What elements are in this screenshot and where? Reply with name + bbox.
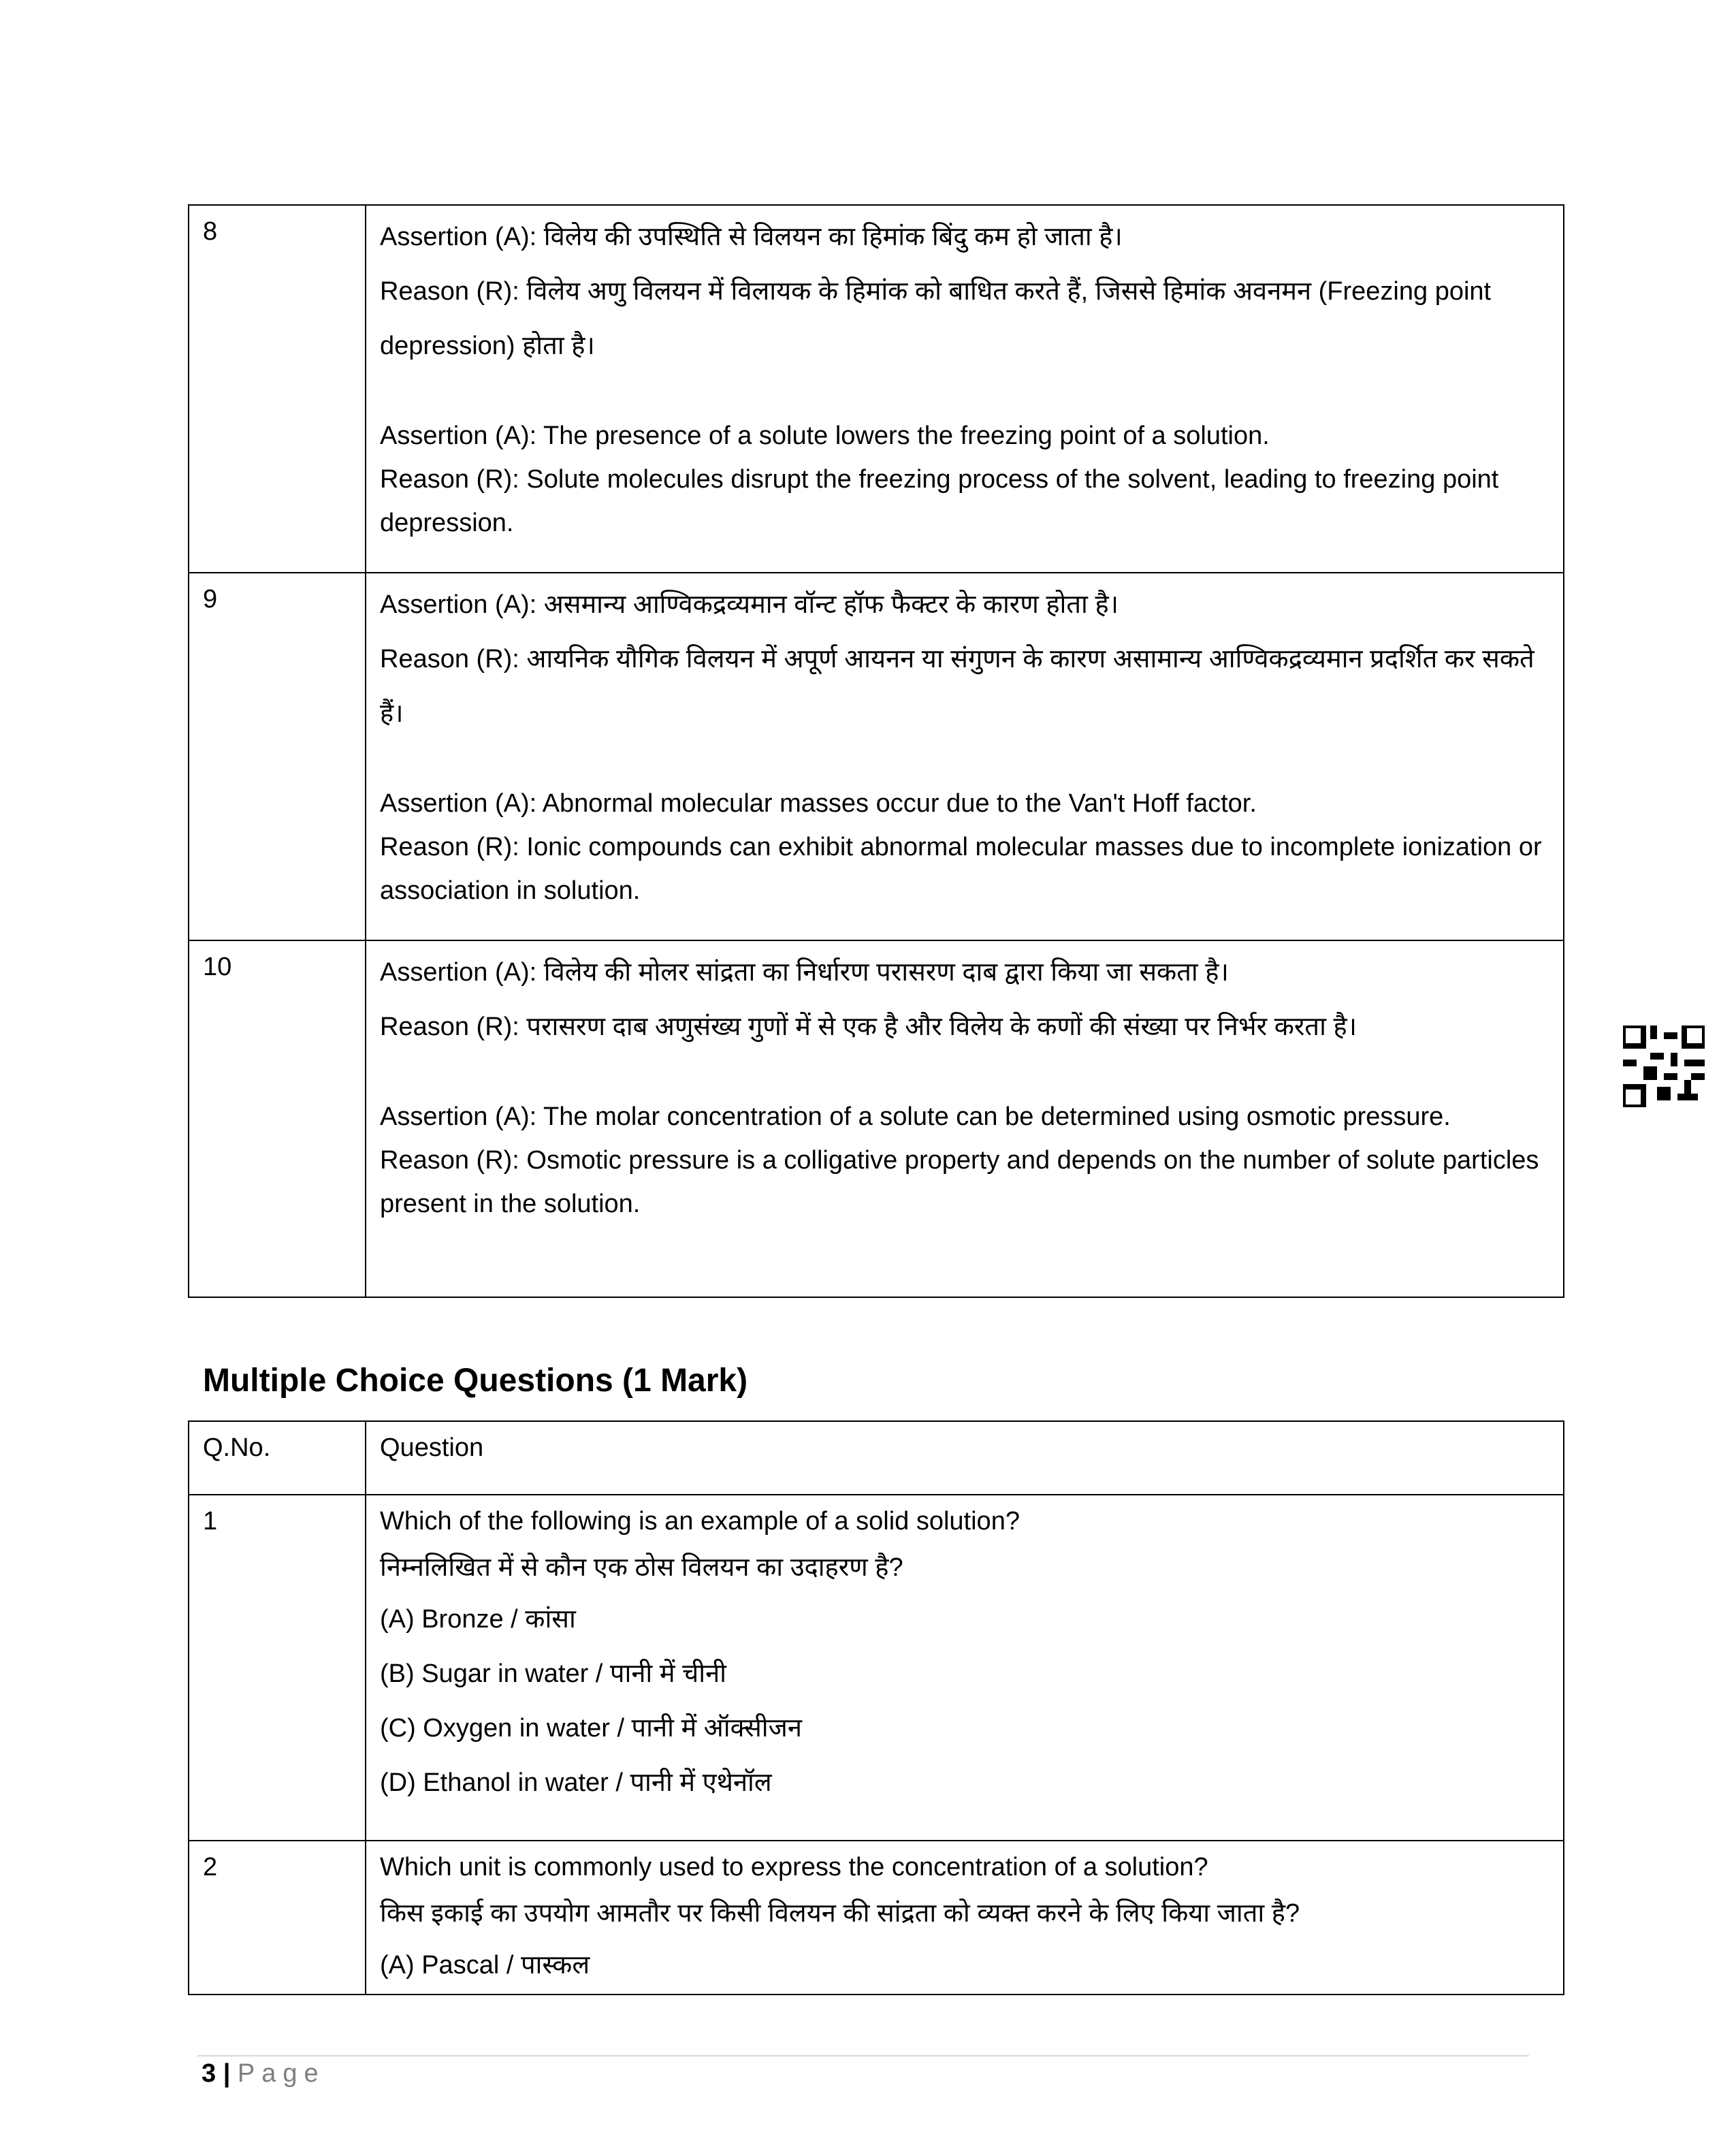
question-number: 9 [189,573,366,940]
option: (A) Pascal / पास्कल [380,1951,590,1980]
english-assertion: Assertion (A): The molar concentration of a solute can be determined using osmotic pressure. [380,1102,1451,1131]
question-cell [366,573,1564,940]
english-reason: Reason (R): Solute molecules disrupt the freezing process of the solvent, leading to freezing point depression. [380,465,1499,537]
hindi-reason: Reason (R): आयनिक यौगिक विलयन में अपूर्ण आयनन या संगुणन के कारण असामान्य आण्विकद्रव्यमान प्रदर्शित कर सकते हैं। [380,645,1534,728]
page-footer [202,2059,325,2088]
footer-separator: | [216,2059,238,2088]
table-row [189,1841,1564,1995]
question-number: 2 [189,1841,366,1995]
qr-code-icon [1623,1026,1705,1107]
table-row [189,1495,1564,1841]
question-cell [366,205,1564,573]
question-english: Which unit is commonly used to express the concentration of a solution? [380,1853,1208,1881]
option: (A) Bronze / कांसा [380,1605,576,1634]
mcq-table [188,1420,1564,1995]
hindi-reason: Reason (R): परासरण दाब अणुसंख्य गुणों में से एक है और विलेय के कणों की संख्या पर निर्भर करता है। [380,1013,1357,1041]
header-qno: Q.No. [189,1421,366,1495]
question-hindi: निम्नलिखित में से कौन एक ठोस विलयन का उदाहरण है? [380,1553,903,1582]
hindi-assertion: Assertion (A): असमान्य आण्विकद्रव्यमान वॉन्ट हॉफ फैक्टर के कारण होता है। [380,590,1119,619]
english-assertion: Assertion (A): The presence of a solute lowers the freezing point of a solution. [380,422,1270,450]
hindi-assertion: Assertion (A): विलेय की मोलर सांद्रता का निर्धारण परासरण दाब द्वारा किया जा सकता है। [380,958,1229,987]
question-cell [366,1841,1564,1995]
footer-divider [197,2055,1529,2056]
table-row [189,573,1564,940]
question-number: 10 [189,940,366,1297]
table-header-row [189,1421,1564,1495]
assertion-reason-table [188,204,1564,1298]
english-reason: Reason (R): Osmotic pressure is a colligative property and depends on the number of solute particles present in the solution. [380,1146,1539,1218]
section-heading: Multiple Choice Questions (1 Mark) [203,1363,748,1399]
page-number: 3 [202,2059,216,2088]
question-cell [366,1495,1564,1841]
option: (B) Sugar in water / पानी में चीनी [380,1659,727,1688]
english-assertion: Assertion (A): Abnormal molecular masses occur due to the Van't Hoff factor. [380,789,1257,818]
option: (C) Oxygen in water / पानी में ऑक्सीजन [380,1714,802,1743]
hindi-reason: Reason (R): विलेय अणु विलयन में विलायक के हिमांक को बाधित करते हैं, जिससे हिमांक अवनमन (Freezing point depression) होता है। [380,277,1492,360]
hindi-assertion: Assertion (A): विलेय की उपस्थिति से विलयन का हिमांक बिंदु कम हो जाता है। [380,223,1123,251]
question-hindi: किस इकाई का उपयोग आमतौर पर किसी विलयन की सांद्रता को व्यक्त करने के लिए किया जाता है? [380,1899,1300,1928]
question-cell [366,940,1564,1297]
table-row [189,205,1564,573]
question-english: Which of the following is an example of a solid solution? [380,1507,1020,1536]
question-number: 1 [189,1495,366,1841]
header-question: Question [366,1421,1564,1495]
option: (D) Ethanol in water / पानी में एथेनॉल [380,1768,772,1797]
page-label: Page [237,2059,325,2088]
table-row [189,940,1564,1297]
english-reason: Reason (R): Ionic compounds can exhibit abnormal molecular masses due to incomplete ionization or association in solution. [380,833,1542,905]
question-number: 8 [189,205,366,573]
